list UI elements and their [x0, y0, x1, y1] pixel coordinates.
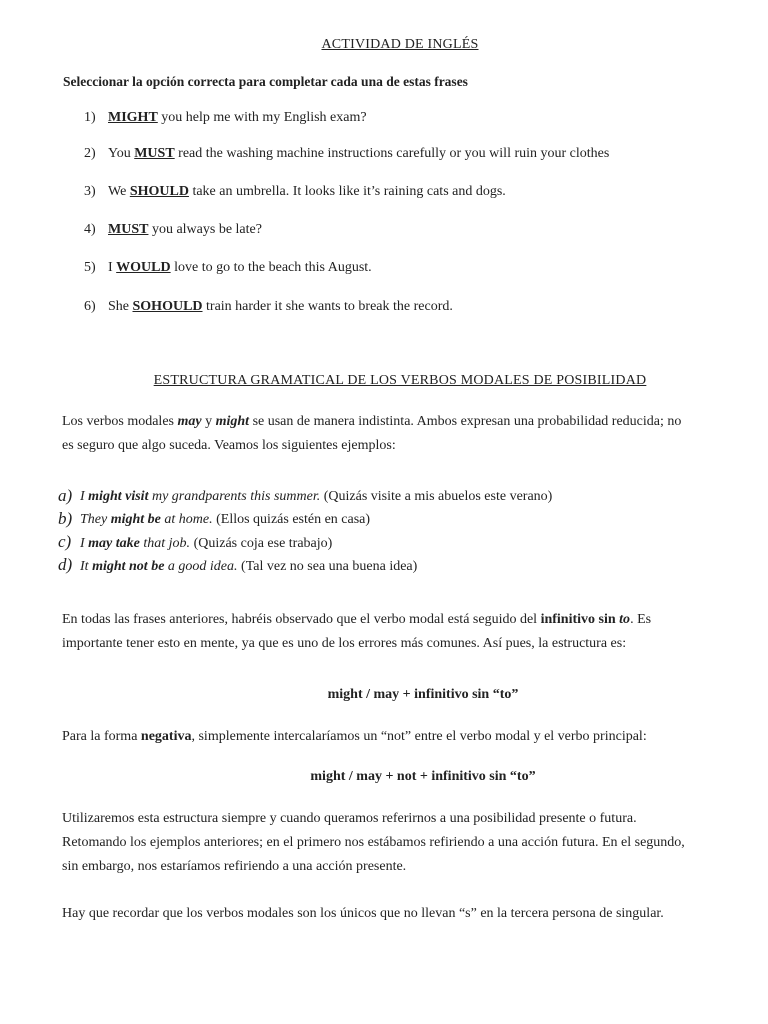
exercise-number: 4)	[84, 222, 96, 237]
usage-paragraph	[62, 807, 742, 879]
text-run: Los verbos modales	[62, 414, 178, 429]
exercise-sentence	[108, 260, 372, 276]
example-letter: b)	[58, 509, 73, 528]
paragraph-line	[62, 608, 742, 632]
example-sentence	[80, 489, 552, 505]
text-run: I	[80, 536, 89, 551]
exercise-sentence	[108, 222, 262, 238]
sentence-start: She	[108, 299, 133, 314]
example-letter: a)	[58, 486, 73, 505]
example-letter: d)	[58, 555, 73, 574]
sentence-start: I	[108, 260, 117, 275]
example-sentence	[80, 536, 332, 552]
paragraph-line: Retomando los ejemplos anteriores; en el primero nos estábamos refiriendo a una acción futura. En el segundo,	[62, 835, 685, 850]
sentence-end: love to go to the beach this August.	[170, 260, 372, 275]
keyword-negativa: negativa	[140, 729, 192, 744]
text-run: They	[80, 512, 111, 527]
intro-paragraph	[62, 410, 742, 458]
text-run: En todas las frases anteriores, habréis observado que el verbo modal está seguido del	[62, 612, 541, 627]
paragraph-line	[62, 725, 742, 749]
instruction-text: Seleccionar la opción correcta para completar cada una de estas frases	[63, 74, 468, 89]
modal-answer: MUST	[108, 222, 149, 237]
translation: (Quizás visite a mis abuelos este verano)	[320, 489, 553, 504]
keyword-may: may	[177, 414, 202, 429]
paragraph-line: es seguro que algo suceda. Veamos los siguientes ejemplos:	[62, 438, 396, 453]
exercise-number: 2)	[84, 146, 96, 161]
text-run: a good idea.	[164, 559, 238, 574]
negative-paragraph	[62, 725, 742, 749]
text-run: my grandparents this summer.	[148, 489, 321, 504]
modal-phrase: might be	[110, 512, 161, 527]
translation: (Quizás coja ese trabajo)	[190, 536, 333, 551]
paragraph-line: sin embargo, nos estaríamos refiriendo a una acción presente.	[62, 859, 407, 874]
sentence-end: train harder it she wants to break the record.	[202, 299, 453, 314]
translation: (Ellos quizás estén en casa)	[212, 512, 371, 527]
section-title: ESTRUCTURA GRAMATICAL DE LOS VERBOS MODALES DE POSIBILIDAD	[153, 373, 647, 388]
keyword-to: to	[619, 612, 631, 627]
keyword-infinitive: infinitivo sin	[540, 612, 620, 627]
text-run: It	[80, 559, 93, 574]
example-sentence	[80, 512, 370, 528]
modal-phrase: might not be	[92, 559, 165, 574]
exercise-number: 6)	[84, 299, 96, 314]
infinitive-paragraph	[62, 608, 742, 656]
paragraph-line: Hay que recordar que los verbos modales son los únicos que no llevan “s” en la tercera persona de singular.	[62, 906, 664, 921]
exercise-number: 5)	[84, 260, 96, 275]
exercise-number: 1)	[84, 110, 96, 125]
paragraph-line	[62, 410, 742, 434]
text-run: that job.	[139, 536, 191, 551]
modal-answer: MIGHT	[108, 110, 158, 125]
example-letter: c)	[58, 532, 72, 551]
modal-answer: SHOULD	[129, 184, 189, 199]
sentence-start: You	[108, 146, 135, 161]
text-run: I	[80, 489, 89, 504]
sentence-end: you always be late?	[148, 222, 262, 237]
keyword-might: might	[215, 414, 250, 429]
paragraph-line: Utilizaremos esta estructura siempre y cuando queramos referirnos a una posibilidad presente o futura.	[62, 811, 637, 826]
sentence-end: you help me with my English exam?	[157, 110, 367, 125]
modal-answer: MUST	[134, 146, 175, 161]
example-sentence	[80, 559, 417, 575]
text-run: y	[201, 414, 216, 429]
modal-phrase: might visit	[88, 489, 149, 504]
exercise-sentence	[108, 184, 506, 200]
sentence-end: take an umbrella. It looks like it’s raining cats and dogs.	[188, 184, 506, 199]
reminder-paragraph	[62, 902, 742, 926]
sentence-start: We	[108, 184, 130, 199]
sentence-end: read the washing machine instructions carefully or you will ruin your clothes	[174, 146, 610, 161]
text-run: . Es	[630, 612, 652, 627]
modal-answer: WOULD	[116, 260, 171, 275]
text-run: Para la forma	[62, 729, 141, 744]
paragraph-line: importante tener esto en mente, ya que es uno de los errores más comunes. Así pues, la estructura es:	[62, 636, 627, 651]
modal-answer: SOHOULD	[132, 299, 203, 314]
exercise-number: 3)	[84, 184, 96, 199]
modal-phrase: may take	[88, 536, 140, 551]
text-run: at home.	[160, 512, 213, 527]
structure-formula: might / may + infinitivo sin “to”	[327, 687, 519, 702]
exercise-sentence	[108, 146, 609, 162]
page-title: ACTIVIDAD DE INGLÉS	[321, 37, 479, 52]
exercise-sentence	[108, 299, 453, 315]
negative-formula: might / may + not + infinitivo sin “to”	[310, 769, 536, 784]
translation: (Tal vez no sea una buena idea)	[237, 559, 418, 574]
text-run: se usan de manera indistinta. Ambos expresan una probabilidad reducida; no	[249, 414, 682, 429]
exercise-sentence	[108, 110, 367, 126]
text-run: , simplemente intercalaríamos un “not” entre el verbo modal y el verbo principal:	[191, 729, 647, 744]
